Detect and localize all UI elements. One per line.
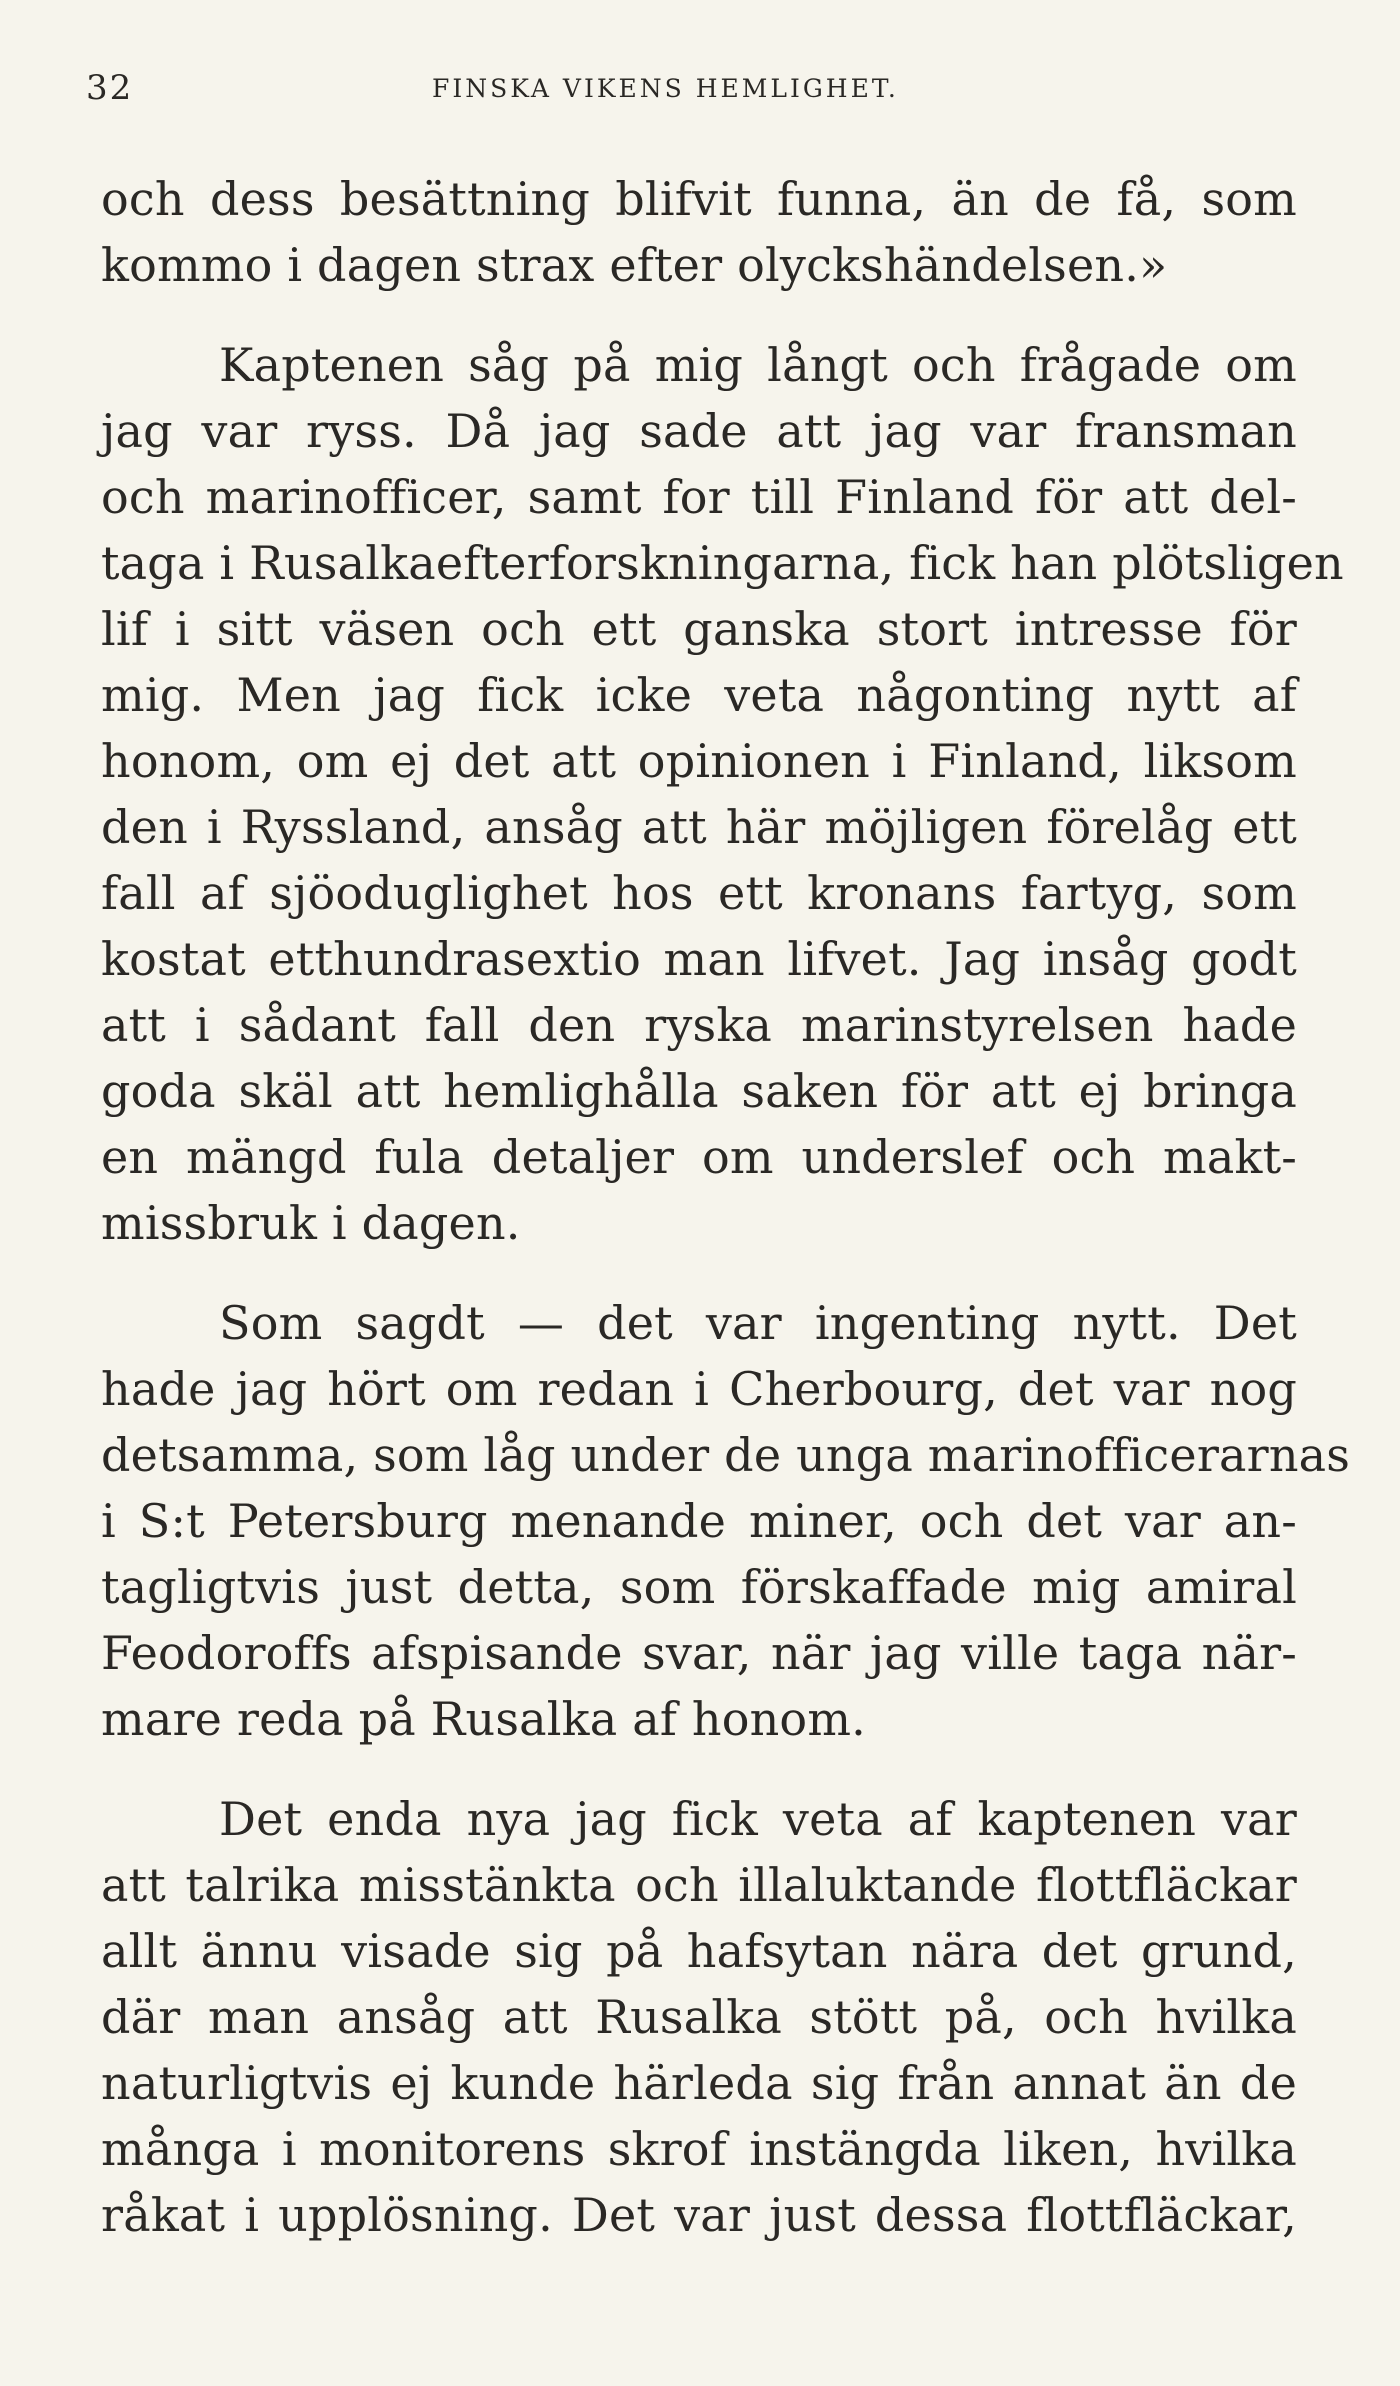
text-line: lif i sitt väsen och ett ganska stort intresse för	[101, 602, 1297, 656]
text-line: att talrika misstänkta och illaluktande flottfläckar	[101, 1858, 1297, 1912]
text-line: där man ansåg att Rusalka stött på, och hvilka	[101, 1990, 1297, 2044]
text-line: honom, om ej det att opinionen i Finland, liksom	[101, 734, 1297, 788]
text-line: i S:t Petersburg menande miner, och det var an-	[101, 1494, 1297, 1548]
paragraph	[101, 1786, 1297, 2248]
text-line: naturligtvis ej kunde härleda sig från annat än de	[101, 2056, 1297, 2110]
paragraph-gap	[101, 1752, 1297, 1786]
page-number: 32	[86, 68, 134, 108]
text-line: Som sagdt — det var ingenting nytt. Det	[219, 1296, 1297, 1350]
text-line: råkat i upplösning. Det var just dessa flottfläckar,	[101, 2188, 1297, 2242]
text-line: tagligtvis just detta, som förskaffade mig amiral	[101, 1560, 1297, 1614]
paragraph	[101, 332, 1344, 1256]
paragraph	[101, 1290, 1351, 1752]
text-line: många i monitorens skrof instängda liken, hvilka	[101, 2122, 1297, 2176]
text-line: goda skäl att hemlighålla saken för att ej bringa	[101, 1064, 1297, 1118]
body-text	[101, 166, 1351, 2248]
text-line: Kaptenen såg på mig långt och frågade om	[219, 338, 1297, 392]
text-line: allt ännu visade sig på hafsytan nära det grund,	[101, 1924, 1297, 1978]
text-line: Det enda nya jag fick veta af kaptenen var	[219, 1792, 1297, 1846]
paragraph-gap	[101, 1256, 1297, 1290]
text-line: och dess besättning blifvit funna, än de få, som	[101, 172, 1297, 226]
text-line: att i sådant fall den ryska marinstyrelsen hade	[101, 998, 1297, 1052]
text-line: den i Ryssland, ansåg att här möjligen förelåg ett	[101, 800, 1297, 854]
paragraph	[101, 166, 1297, 298]
running-head	[86, 68, 1286, 108]
text-line: mare reda på Rusalka af honom.	[101, 1692, 866, 1746]
text-line: fall af sjöoduglighet hos ett kronans fartyg, som	[101, 866, 1297, 920]
text-line: och marinofficer, samt for till Finland för att del-	[101, 470, 1297, 524]
text-line: hade jag hört om redan i Cherbourg, det var nog	[101, 1362, 1297, 1416]
text-line: kostat etthundrasextio man lifvet. Jag insåg godt	[101, 932, 1297, 986]
text-line: detsamma, som låg under de unga marinofficerarnas	[101, 1428, 1351, 1482]
text-line: jag var ryss. Då jag sade att jag var fransman	[101, 404, 1297, 458]
text-line: kommo i dagen strax efter olyckshändelsen.»	[101, 238, 1168, 292]
text-line: mig. Men jag fick icke veta någonting nytt af	[101, 668, 1297, 722]
running-title: FINSKA VIKENS HEMLIGHET.	[432, 74, 899, 103]
text-line: missbruk i dagen.	[101, 1196, 521, 1250]
text-line: taga i Rusalkaefterforskningarna, fick han plötsligen	[101, 536, 1344, 590]
paragraph-gap	[101, 298, 1297, 332]
text-line: Feodoroffs afspisande svar, när jag ville taga när-	[101, 1626, 1297, 1680]
text-line: en mängd fula detaljer om underslef och makt-	[101, 1130, 1297, 1184]
